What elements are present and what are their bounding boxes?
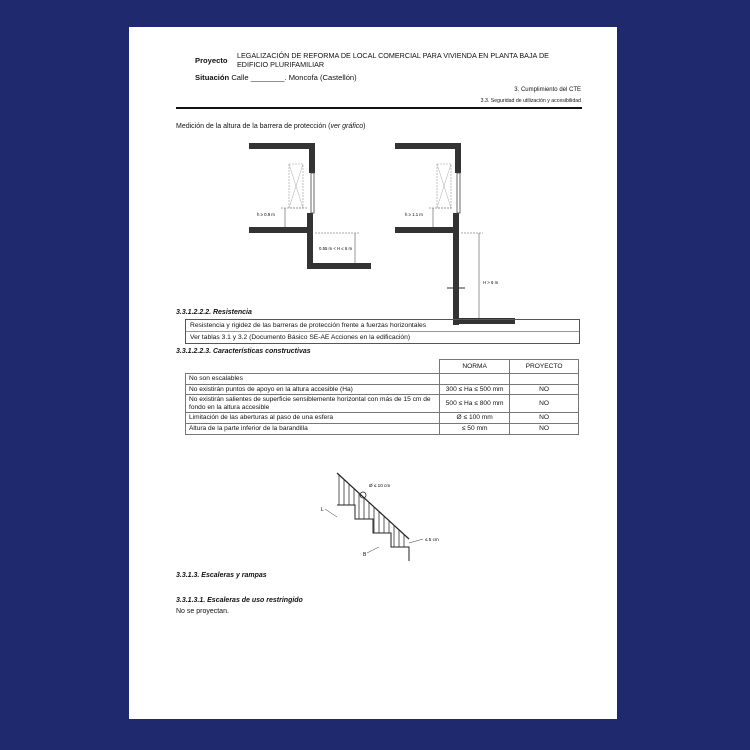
fig2-label-a: h ≥ 1.1 m <box>405 212 423 217</box>
situacion-text: Calle ________. Moncofa (Castellón) <box>231 73 357 82</box>
header-rule <box>176 107 582 109</box>
stair-label-sphere: Ø ≤ 10 cm <box>369 483 391 488</box>
resistencia-line-1: Resistencia y rigidez de las barreras de protección frente a fuerzas horizontales <box>190 322 427 329</box>
table-row: No son escalables <box>186 374 579 385</box>
fig1-label-b: 0.55 m < H ≤ 6 m <box>319 246 353 251</box>
barrier-figure-1 <box>245 140 375 274</box>
fig1-lower-floor <box>307 263 371 269</box>
escaleras-subtitle: 3.3.1.3.1. Escaleras de uso restringido <box>176 597 303 604</box>
fig1-label-a: h ≥ 0.9 m <box>257 212 275 217</box>
resistencia-title: 3.3.1.2.2.2. Resistencia <box>176 309 252 316</box>
resistencia-line-2: Ver tablas 3.1 y 3.2 (Documento Básico SE-AE Acciones en la edificación) <box>186 331 579 343</box>
fig2-floor <box>395 227 459 233</box>
table-row: No existirán puntos de apoyo en la altura accesible (Ha) 300 ≤ Ha ≤ 500 mm NO <box>186 384 579 395</box>
stair-label-L: L <box>321 507 324 513</box>
fig1-upper-wall <box>309 143 315 173</box>
col-norma-header: NORMA <box>440 360 510 374</box>
escaleras-text: No se proyectan. <box>176 608 229 615</box>
stair-steps <box>337 505 409 561</box>
fig1-lower-wall <box>307 213 313 269</box>
stair-railing-figure <box>317 467 467 567</box>
resistencia-box <box>185 319 580 344</box>
caracteristicas-title: 3.3.1.2.2.3. Características constructivas <box>176 348 311 355</box>
proyecto-text: LEGALIZACIÓN DE REFORMA DE LOCAL COMERCIAL PARA VIVIENDA EN PLANTA BAJA DE EDIFICIO PLURIFAMILIAR <box>237 51 549 69</box>
table-row: Limitación de las aberturas al paso de una esfera Ø ≤ 100 mm NO <box>186 413 579 424</box>
fig2-label-b: H > 6 m <box>483 280 499 285</box>
stair-label-gap: ≤ 5 cm <box>425 537 439 542</box>
caracteristicas-table <box>185 359 579 435</box>
barrier-figure-2 <box>393 140 517 326</box>
fig2-upper-slab <box>395 143 461 149</box>
table-row: Altura de la parte inferior de la barandilla ≤ 50 mm NO <box>186 423 579 434</box>
fig2-upper-wall <box>455 143 461 173</box>
proyecto-label: Proyecto <box>195 56 228 65</box>
fig2-barrier <box>457 173 460 213</box>
document-page <box>129 27 617 719</box>
header-situacion <box>195 73 357 82</box>
col-proyecto-header: PROYECTO <box>510 360 579 374</box>
table-header-row <box>186 360 579 374</box>
fig2-lower-wall <box>453 213 459 325</box>
table-row: No existirán salientes de superficie sensiblemente horizontal con más de 15 cm de fondo en la altura accesible 500 ≤ Ha ≤ 800 mm NO <box>186 395 579 413</box>
stair-label-B: B <box>363 552 367 558</box>
fig1-barrier <box>311 173 314 213</box>
fig1-floor <box>249 227 313 233</box>
section-heading-seguridad: 3.3. Seguridad de utilización y accesibilidad <box>480 98 581 104</box>
fig1-upper-slab <box>249 143 315 149</box>
situacion-label: Situación <box>195 73 230 82</box>
section-heading-cte: 3. Cumplimiento del CTE <box>514 87 581 93</box>
measurement-caption: Medición de la altura de la barrera de protección (ver gráfico) <box>176 123 366 130</box>
escaleras-title: 3.3.1.3. Escaleras y rampas <box>176 572 267 579</box>
